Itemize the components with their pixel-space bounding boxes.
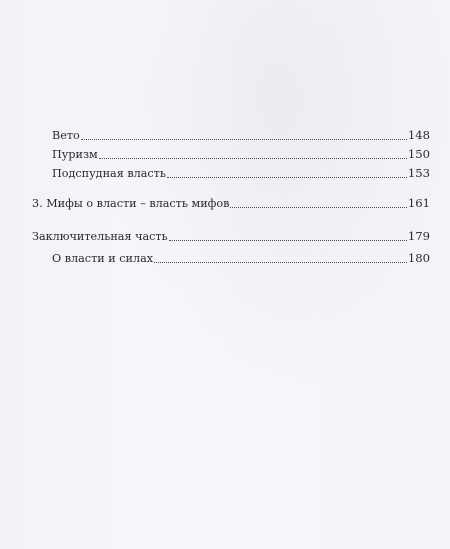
dot-leader — [81, 138, 407, 140]
toc-entry-page: 179 — [407, 229, 430, 243]
dot-leader — [154, 261, 407, 263]
toc-entry-page: 153 — [407, 166, 430, 180]
dot-leader — [99, 157, 407, 159]
toc-entry-title: О власти и силах — [52, 252, 154, 265]
toc-entry-title: Вето — [52, 129, 80, 142]
dot-leader — [230, 206, 406, 208]
toc-entry-conclusion — [32, 229, 430, 244]
toc-entry-title: 3. Мифы о власти – власть мифов — [32, 197, 230, 210]
toc-entry-title: Заключительная часть — [32, 230, 168, 243]
toc-entry-title: Пуризм — [52, 148, 98, 161]
toc-entry-podspudnaya-vlast — [52, 166, 430, 181]
toc-entry-page: 161 — [407, 196, 430, 210]
dot-leader — [169, 239, 407, 241]
toc-entry-veto — [52, 128, 430, 143]
toc-entry-page: 148 — [407, 128, 430, 142]
toc-entry-title: Подспудная власть — [52, 167, 166, 180]
toc-entry-purizm — [52, 147, 430, 162]
toc-entry-o-vlasti-i-silakh — [52, 251, 430, 266]
toc-entry-page: 150 — [407, 147, 430, 161]
toc-entry-chapter-3 — [32, 196, 430, 211]
toc-entry-page: 180 — [407, 251, 430, 265]
dot-leader — [167, 176, 407, 178]
